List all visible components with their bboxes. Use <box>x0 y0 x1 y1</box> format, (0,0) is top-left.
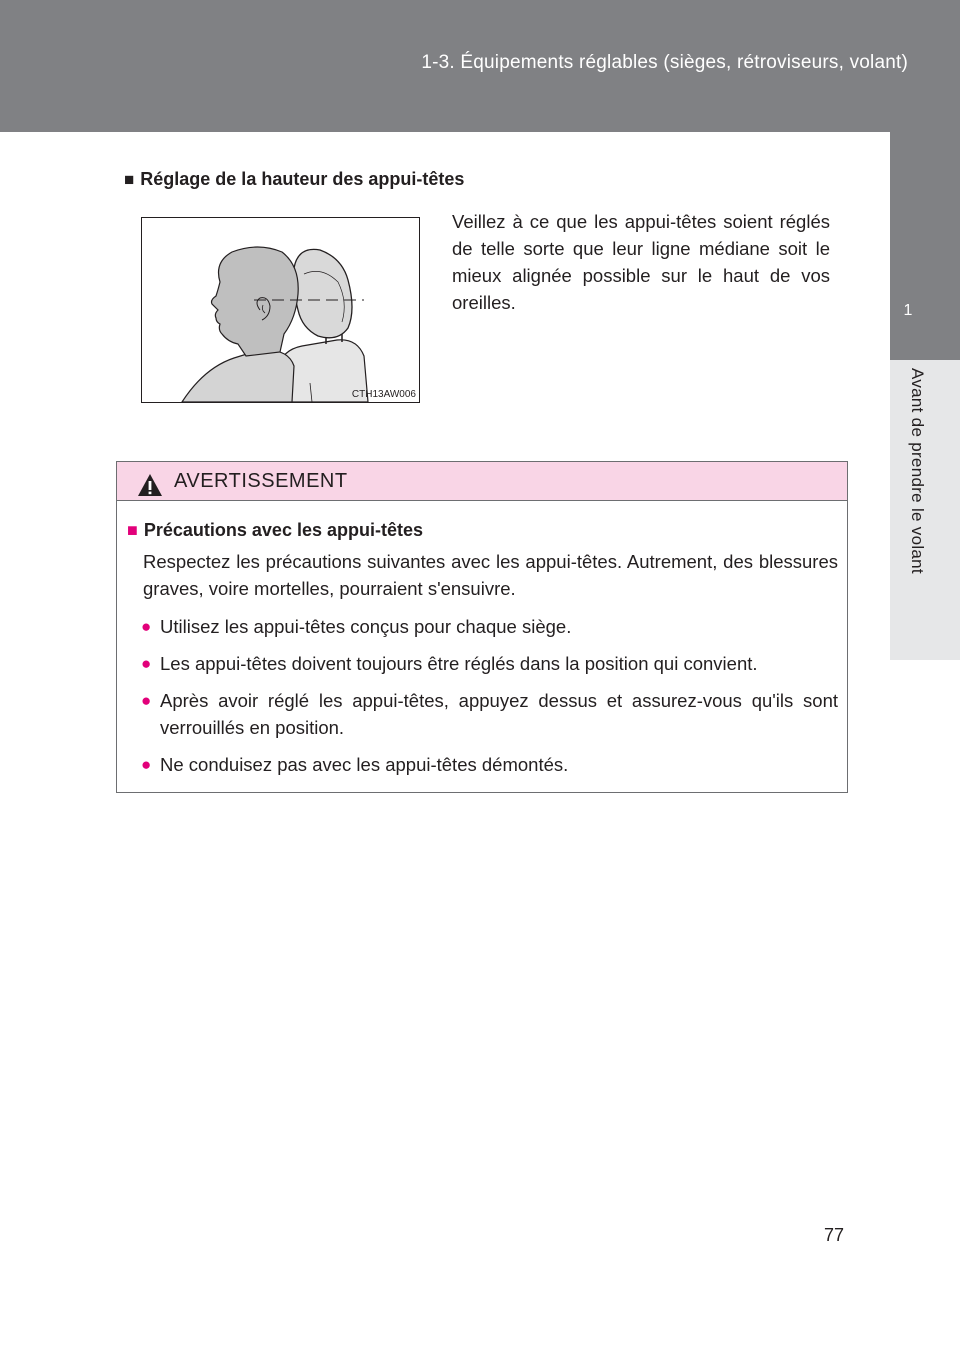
circle-bullet-icon: ● <box>141 654 152 673</box>
list-item <box>141 751 838 778</box>
section-heading-text: Réglage de la hauteur des appui-têtes <box>140 169 465 189</box>
circle-bullet-icon: ● <box>141 617 152 636</box>
list-item-text: Après avoir réglé les appui-têtes, appuyez dessus et assurez-vous qu'ils sont verrouillés en position. <box>160 690 838 738</box>
warning-triangle-icon <box>137 473 163 497</box>
section-description: Veillez à ce que les appui-têtes soient réglés de telle sorte que leur ligne médiane soit le mieux alignée possible sur le haut de vos oreilles. <box>452 211 830 313</box>
chapter-title: 1-3. Équipements réglables (sièges, rétroviseurs, volant) <box>421 52 908 73</box>
list-item <box>141 687 838 741</box>
list-item <box>141 650 838 677</box>
headrest-illustration <box>141 217 420 403</box>
list-item-text: Les appui-têtes doivent toujours être réglés dans la position qui convient. <box>160 653 758 674</box>
warning-subheading-text: Précautions avec les appui-têtes <box>143 520 423 540</box>
list-item-text: Utilisez les appui-têtes conçus pour chaque siège. <box>160 616 572 637</box>
warning-header <box>117 462 847 501</box>
illustration-code: CTH13AW006 <box>351 389 416 400</box>
warning-bullet-list <box>141 613 838 788</box>
warning-body: Respectez les précautions suivantes avec les appui-têtes. Autrement, des blessures graves, voire mortelles, pourraient s'ensuivre. <box>143 551 838 599</box>
circle-bullet-icon: ● <box>141 755 152 774</box>
page-number: 77 <box>824 1225 845 1245</box>
chapter-header-band <box>0 0 960 132</box>
warning-title: AVERTISSEMENT <box>174 470 348 492</box>
warning-box <box>116 461 848 793</box>
circle-bullet-icon: ● <box>141 691 152 710</box>
list-item <box>141 613 838 640</box>
list-item-text: Ne conduisez pas avec les appui-têtes démontés. <box>160 754 569 775</box>
chapter-tab-label: Avant de prendre le volant <box>908 368 927 574</box>
square-bullet-icon: ■ <box>127 520 138 540</box>
square-bullet-icon: ■ <box>124 170 135 189</box>
chapter-tab <box>890 132 960 360</box>
chapter-tab-number: 1 <box>903 302 913 319</box>
section-heading <box>124 169 464 190</box>
head-and-headrest-drawing <box>142 218 419 402</box>
warning-subheading <box>127 520 423 541</box>
